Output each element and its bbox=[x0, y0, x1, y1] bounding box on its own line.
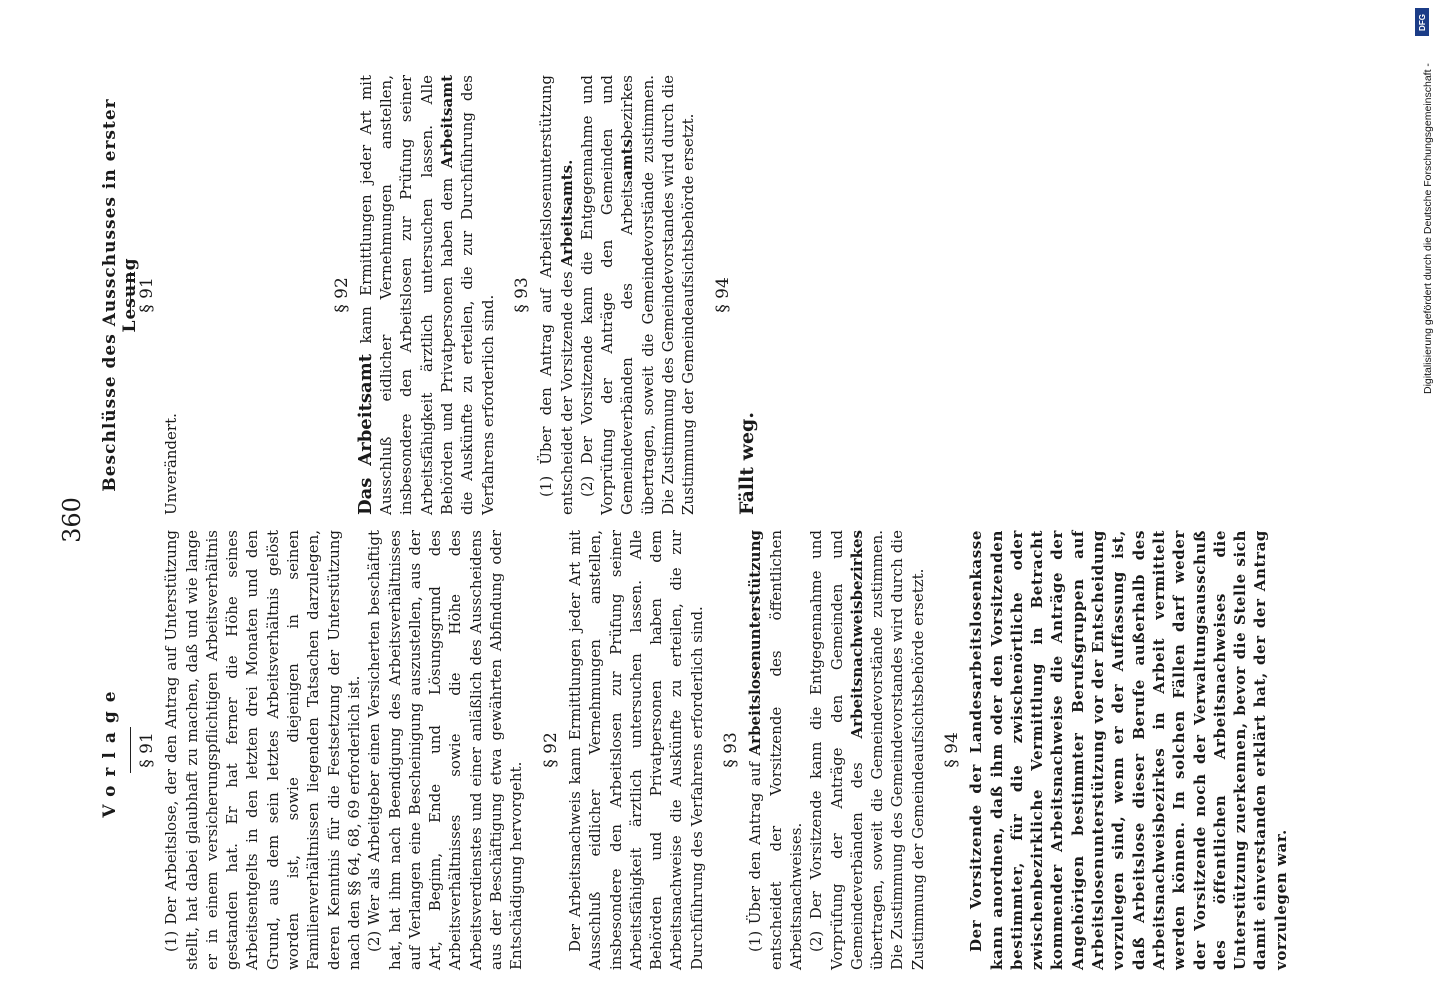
section-title: § 91 bbox=[137, 732, 157, 768]
section-title: § 91 bbox=[137, 277, 157, 313]
bold-term: Arbeitsamt bbox=[438, 75, 457, 169]
page-number: 360 bbox=[58, 497, 86, 543]
section-paragraph bbox=[356, 75, 498, 515]
bold-term: amts bbox=[618, 139, 637, 180]
text-run: (1) Über den Antrag auf Arbeitslosenunterstützung entscheidet der Vorsitzende des bbox=[537, 75, 576, 515]
section-title: § 92 bbox=[540, 732, 561, 768]
right-column-heading: Beschlüsse des Ausschusses in erster Lesung bbox=[100, 98, 141, 492]
section-paragraph bbox=[806, 530, 928, 970]
bold-term: Arbeitslosenunterstützung bbox=[746, 530, 765, 756]
text-run: entscheidet der Vorsitzende des öffentlichen Arbeitsnachweises. bbox=[766, 530, 805, 970]
section-title: § 94 bbox=[941, 732, 962, 768]
section-paragraph: (1) Der Arbeitslose, der den Antrag auf Unterstützung stellt, hat dabei glaubhaft zu machen, daß und wie lange er in einem versicherungspflichtigen Arbeitsverhältnis gestanden hat. Er hat ferner die Höhe seines Arbeitsentgelts in den letzten drei Monaten und den Grund, aus dem sein letztes Arbeitsverhältnis gelöst worden ist, sowie diejenigen in seinen Familienverhältnissen liegenden Tatsachen darzulegen, deren Kenntnis für die Festsetzung der Unterstützung nach den §§ 64, 68, 69 erforderlich ist. bbox=[162, 530, 363, 970]
section-paragraph bbox=[745, 530, 806, 970]
dfg-logo-text: DFG bbox=[1417, 13, 1427, 31]
section-paragraph: (2) Wer als Arbeitgeber einen Versicherten beschäftigt hat, hat ihm nach Beendigung des Arbeitsverhältnisses auf Verlangen eine Bescheinigung auszustellen, aus der Art, Beginn, Ende und Lösungsgrund des Arbeitsverhältnisses sowie die Höhe des Arbeitsverdienstes und einer anläßlich des Ausscheidens aus der Beschäftigung etwa gewährten Abfindung oder Entschädigung hervorgeht. bbox=[365, 530, 526, 970]
rotated-document-page bbox=[40, 40, 1320, 1000]
dfg-logo bbox=[1415, 8, 1429, 36]
text-run: (1) Über den Antrag auf bbox=[746, 755, 765, 952]
section-title: § 94 bbox=[712, 277, 733, 313]
bold-term: Das Arbeitsamt bbox=[354, 353, 376, 515]
section-title: § 93 bbox=[511, 277, 532, 313]
bold-term: Arbeitsamts. bbox=[557, 159, 576, 267]
digitization-credit-text: Digitalisierung gefördert durch die Deutsche Forschungsgemeinschaft - bbox=[1422, 63, 1434, 394]
text-run: die Auskünfte zu erteilen, die zur Durchführung des Verfahrens erforderlich sind. bbox=[458, 75, 497, 515]
section-paragraph bbox=[536, 75, 577, 515]
text-run: (2) Der Vorsitzende kann die Entgegennahme und Vorprüfung der Anträge den Gemeinden und Gemeindeverbänden des bbox=[807, 530, 866, 970]
right-column-beschluesse bbox=[100, 75, 757, 515]
text-run: (2) Der Vorsitzende kann die Entgegennahme und Vorprüfung der Anträge den Gemeinden und Gemeindeverbänden des Arbeits bbox=[577, 75, 637, 515]
text-run: kann Ermittlungen jeder Art mit Ausschluß eidlicher Vernehmungen anstellen, insbesondere den Arbeitslosen zur Prüfung seiner Arbeitsfähigkeit ärztlich untersuchen lassen. Alle Behörden und Privatpersonen haben dem bbox=[356, 75, 457, 515]
section-title: § 92 bbox=[331, 277, 352, 313]
bold-term: Arbeitsnachweisbezirkes bbox=[847, 530, 866, 739]
section-paragraph-emphasized: Fällt weg. bbox=[735, 412, 758, 515]
digitization-credit bbox=[1402, 8, 1434, 394]
text-run: bezirkes übertragen, soweit die Gemeindevorstände zustimmen. Die Zustimmung des Gemeindevorstandes wird durch die Zustimmung der Gemeindeaufsichtsbehörde ersetzt. bbox=[618, 75, 698, 515]
section-title: § 93 bbox=[721, 732, 742, 768]
section-paragraph: Der Arbeitsnachweis kann Ermittlungen jeder Art mit Ausschluß eidlicher Vernehmungen anstellen, insbesondere den Arbeitslosen zur Prüfung seiner Arbeitsfähigkeit ärztlich untersuchen lassen. Alle Behörden und Privatpersonen haben dem Arbeitsnachweise die Auskünfte zu erteilen, die zur Durchführung des Verfahrens erforderlich sind. bbox=[565, 530, 706, 970]
text-run: übertragen, soweit die Gemeindevorstände zustimmen. Die Zustimmung des Gemeindevorstandes wird durch die Zustimmung der Gemeindeaufsichtsbehörde ersetzt. bbox=[868, 530, 927, 970]
heading-rule bbox=[130, 727, 131, 773]
section-paragraph bbox=[577, 75, 699, 515]
section-paragraph-emphasized: Der Vorsitzende der Landesarbeitslosenkasse kann anordnen, daß ihm oder den Vorsitzenden bestimmter, für die zwischenörtliche oder zwischenbezirkliche Vermittlung in Betracht kommender Arbeitsnachweise die Anträge der Angehörigen bestimmter Berufsgruppen auf Arbeitslosenunterstützung vor der Entscheidung vorzulegen sind, wenn er der Auffassung ist, daß Arbeitslose dieser Berufe außerhalb des Arbeitsnachweisbezirkes in Arbeit vermittelt werden können. In solchen Fällen darf weder der Vorsitzende noch der Verwaltungsausschuß des öffentlichen Arbeitsnachweises die Unterstützung zuerkennen, bevor die Stelle sich damit einverstanden erklärt hat, der der Antrag vorzulegen war. bbox=[967, 530, 1290, 970]
left-column-vorlage bbox=[100, 530, 1291, 970]
left-column-heading: Vorlage bbox=[100, 682, 120, 818]
section-paragraph: Unverändert. bbox=[162, 413, 181, 515]
